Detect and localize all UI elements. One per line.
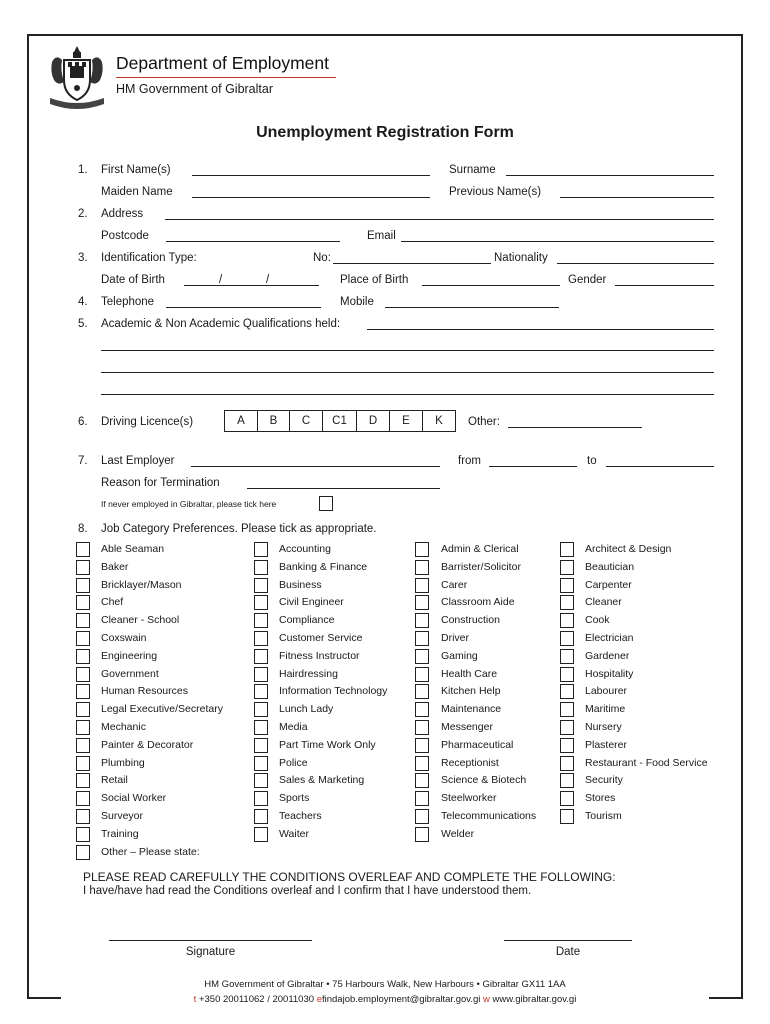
job-checkbox[interactable] (560, 738, 574, 753)
job-category-label: Pharmaceutical (441, 738, 514, 751)
job-category-label: Retail (101, 774, 128, 787)
job-checkbox[interactable] (76, 791, 90, 806)
job-category-label: Coxswain (101, 632, 147, 644)
job-category-label: Kitchen Help (441, 685, 501, 698)
job-checkbox[interactable] (254, 578, 268, 593)
number-1: 1. (78, 164, 88, 176)
job-checkbox[interactable] (254, 773, 268, 788)
driving-licence-label: Driving Licence(s) (101, 416, 194, 428)
maiden-name-label: Maiden Name (101, 186, 173, 198)
job-checkbox[interactable] (254, 542, 268, 557)
government-name: HM Government of Gibraltar (116, 82, 273, 96)
job-category-label: Surveyor (101, 810, 144, 822)
telephone-field[interactable] (166, 307, 321, 308)
previous-names-field[interactable] (560, 197, 714, 198)
job-checkbox[interactable] (560, 702, 574, 717)
job-category-label: Health Care (441, 667, 498, 680)
job-checkbox[interactable] (254, 809, 268, 824)
qualifications-label: Academic & Non Academic Qualifications held: (101, 318, 341, 330)
job-checkbox[interactable] (415, 791, 429, 806)
last-employer-label: Last Employer (101, 455, 175, 467)
job-category-label: Legal Executive/Secretary (101, 703, 223, 716)
job-category-label: Admin & Clerical (441, 543, 519, 555)
job-category-label: Bricklayer/Mason (101, 578, 182, 591)
job-category-label: Human Resources (101, 685, 188, 698)
postcode-field[interactable] (166, 241, 340, 242)
dob-field[interactable] (184, 285, 319, 286)
job-checkbox[interactable] (560, 649, 574, 664)
job-checkbox[interactable] (76, 756, 90, 771)
job-category-label: Information Technology (279, 685, 388, 698)
job-checkbox[interactable] (415, 667, 429, 682)
job-checkbox[interactable] (415, 738, 429, 753)
place-of-birth-field[interactable] (422, 285, 560, 286)
email-field[interactable] (401, 241, 714, 242)
first-name-label: First Name(s) (101, 164, 171, 176)
footer-web-label: w (483, 994, 490, 1005)
gender-label: Gender (568, 274, 607, 286)
mobile-field[interactable] (385, 307, 559, 308)
footer-phone-label: t (193, 994, 197, 1005)
job-category-label: Other – Please state: (101, 845, 200, 858)
page-frame-left (27, 34, 29, 998)
page-frame-right (741, 34, 743, 998)
job-category-label: Banking & Finance (279, 560, 368, 573)
job-category-label: Customer Service (279, 632, 363, 644)
job-category-label: Training (101, 827, 139, 840)
job-category-label: Classroom Aide (441, 596, 515, 609)
postcode-label: Postcode (101, 230, 149, 242)
reason-termination-field[interactable] (247, 488, 440, 489)
job-category-label: Sports (279, 792, 310, 805)
footer-phone: +350 20011062 / 20011030 (198, 994, 315, 1005)
job-category-label: Maritime (585, 703, 626, 716)
job-category-label: Mechanic (101, 721, 146, 733)
job-category-label: Civil Engineer (279, 596, 344, 609)
job-category-label: Restaurant - Food Service (585, 756, 708, 769)
job-checkbox[interactable] (415, 827, 429, 842)
job-checkbox[interactable] (76, 684, 90, 699)
job-checkbox[interactable] (76, 631, 90, 646)
job-category-label: Cleaner (585, 596, 622, 609)
job-checkbox[interactable] (76, 613, 90, 628)
job-category-label: Stores (585, 792, 616, 805)
address-label: Address (101, 208, 144, 220)
other-licence-field[interactable] (508, 427, 642, 428)
job-category-label: Science & Biotech (441, 774, 527, 787)
job-category-label: Tourism (585, 810, 622, 822)
job-category-label: Waiter (279, 827, 309, 840)
job-checkbox[interactable] (254, 560, 268, 575)
job-checkbox[interactable] (76, 667, 90, 682)
job-checkbox[interactable] (76, 738, 90, 753)
id-number-field[interactable] (333, 263, 491, 264)
nationality-label: Nationality (494, 252, 548, 264)
qualifications-field-1[interactable] (367, 329, 714, 330)
from-field[interactable] (489, 466, 577, 467)
job-category-label: Hospitality (585, 667, 634, 680)
job-checkbox[interactable] (560, 578, 574, 593)
dob-slash-1: / (219, 274, 223, 286)
footer-contact (0, 994, 770, 1005)
number-5: 5. (78, 318, 88, 330)
job-checkbox[interactable] (560, 560, 574, 575)
job-category-label: Electrician (585, 632, 634, 644)
job-category-label: Government (101, 667, 159, 680)
coat-of-arms-icon (46, 40, 108, 112)
job-checkbox[interactable] (254, 738, 268, 753)
number-8: 8. (78, 523, 88, 535)
licence-e[interactable]: E (389, 410, 423, 432)
job-category-label: Teachers (279, 810, 322, 822)
job-checkbox[interactable] (254, 720, 268, 735)
job-category-label: Plumbing (101, 756, 145, 769)
footer-email[interactable]: findajob.employment@gibraltar.gov.gi (321, 994, 481, 1005)
job-category-label: Nursery (585, 721, 622, 733)
to-field[interactable] (606, 466, 714, 467)
dob-label: Date of Birth (101, 274, 165, 286)
never-employed-label: If never employed in Gibraltar, please tick here (101, 499, 277, 509)
job-checkbox[interactable] (560, 667, 574, 682)
page-frame-top (27, 34, 743, 36)
never-employed-checkbox[interactable] (319, 496, 333, 511)
nationality-field[interactable] (557, 263, 714, 264)
licence-d[interactable]: D (356, 410, 390, 432)
number-4: 4. (78, 296, 88, 308)
job-category-label: Part Time Work Only (279, 738, 376, 751)
job-category-label: Receptionist (441, 756, 499, 769)
job-checkbox[interactable] (254, 649, 268, 664)
job-category-label: Messenger (441, 721, 493, 733)
job-category-label: Security (585, 774, 623, 787)
job-category-label: Steelworker (441, 792, 497, 805)
job-category-label: Beautician (585, 560, 635, 573)
job-category-label: Construction (441, 614, 500, 627)
job-checkbox[interactable] (254, 631, 268, 646)
job-checkbox[interactable] (415, 720, 429, 735)
job-category-label: Media (279, 721, 308, 733)
job-checkbox[interactable] (76, 649, 90, 664)
job-category-label: Welder (441, 827, 475, 840)
number-2: 2. (78, 208, 88, 220)
telephone-label: Telephone (101, 296, 155, 308)
job-checkbox[interactable] (415, 773, 429, 788)
job-category-label: Police (279, 756, 308, 769)
date-field[interactable] (504, 940, 632, 941)
job-category-label: Fitness Instructor (279, 649, 360, 662)
last-employer-field[interactable] (191, 466, 440, 467)
job-checkbox[interactable] (76, 809, 90, 824)
job-checkbox[interactable] (415, 702, 429, 717)
email-label: Email (367, 230, 396, 242)
job-category-label: Carer (441, 578, 468, 591)
from-label: from (458, 455, 481, 467)
job-checkbox[interactable] (415, 649, 429, 664)
job-category-label: Cleaner - School (101, 614, 180, 627)
reason-termination-label: Reason for Termination (101, 477, 220, 489)
job-category-label: Able Seaman (101, 543, 165, 555)
job-category-label: Cook (585, 614, 610, 627)
job-checkbox[interactable] (76, 595, 90, 610)
licence-a[interactable]: A (224, 410, 258, 432)
job-checkbox[interactable] (415, 613, 429, 628)
job-category-label: Accounting (279, 543, 331, 555)
footer-address: HM Government of Gibraltar • 75 Harbours Walk, New Harbours • Gibraltar GX11 1AA (204, 979, 566, 990)
job-checkbox[interactable] (76, 720, 90, 735)
job-category-label: Chef (101, 596, 124, 609)
title-underline (116, 77, 336, 78)
job-checkbox[interactable] (76, 560, 90, 575)
job-checkbox[interactable] (254, 595, 268, 610)
job-checkbox[interactable] (560, 595, 574, 610)
job-category-label: Lunch Lady (279, 703, 334, 716)
number-6: 6. (78, 416, 88, 428)
job-category-label: Driver (441, 632, 469, 644)
form-title: Unemployment Registration Form (256, 124, 514, 141)
job-category-label: Carpenter (585, 578, 632, 591)
signature-label: Signature (185, 946, 236, 958)
licence-b[interactable]: B (257, 410, 290, 432)
job-checkbox[interactable] (560, 773, 574, 788)
job-checkbox[interactable] (560, 809, 574, 824)
maiden-name-field[interactable] (192, 197, 430, 198)
job-checkbox[interactable] (560, 720, 574, 735)
footer-email-label: e (316, 994, 322, 1005)
job-checkbox[interactable] (415, 595, 429, 610)
signature-field[interactable] (109, 940, 312, 941)
job-checkbox[interactable] (76, 542, 90, 557)
job-checkbox[interactable] (560, 791, 574, 806)
job-category-label: Plasterer (585, 738, 628, 751)
qualifications-field-3[interactable] (101, 372, 714, 373)
job-checkbox[interactable] (254, 667, 268, 682)
job-category-label: Social Worker (101, 792, 167, 805)
id-number-label: No: (313, 252, 331, 264)
job-checkbox[interactable] (415, 578, 429, 593)
job-checkbox[interactable] (560, 613, 574, 628)
job-category-label: Architect & Design (585, 543, 672, 555)
job-category-label: Labourer (585, 685, 628, 698)
job-category-label: Gardener (585, 649, 630, 662)
job-category-label: Hairdressing (279, 667, 338, 680)
surname-label: Surname (449, 164, 496, 176)
job-checkbox[interactable] (415, 809, 429, 824)
previous-names-label: Previous Name(s) (449, 186, 542, 198)
licence-c1[interactable]: C1 (322, 410, 357, 432)
job-checkbox[interactable] (76, 827, 90, 842)
dob-slash-2: / (266, 274, 270, 286)
job-category-label: Sales & Marketing (279, 774, 365, 787)
department-name: Department of Employment (116, 53, 330, 73)
job-checkbox[interactable] (254, 702, 268, 717)
job-checkbox[interactable] (76, 773, 90, 788)
job-category-label: Barrister/Solicitor (441, 560, 521, 573)
number-3: 3. (78, 252, 88, 264)
job-checkbox[interactable] (254, 791, 268, 806)
job-checkbox[interactable] (254, 756, 268, 771)
licence-k[interactable]: K (422, 410, 456, 432)
job-checkbox[interactable] (254, 827, 268, 842)
job-preferences-label: Job Category Preferences. Please tick as appropriate. (101, 523, 377, 535)
job-checkbox[interactable] (560, 631, 574, 646)
surname-field[interactable] (506, 175, 714, 176)
job-category-label: Engineering (101, 649, 158, 662)
job-checkbox[interactable] (254, 684, 268, 699)
date-label: Date (555, 946, 581, 958)
job-checkbox[interactable] (415, 756, 429, 771)
to-label: to (587, 455, 597, 467)
job-category-label: Painter & Decorator (101, 738, 194, 751)
other-licence-label: Other: (468, 416, 500, 428)
job-checkbox[interactable] (560, 684, 574, 699)
declaration-heading: PLEASE READ CAREFULLY THE CONDITIONS OVERLEAF AND COMPLETE THE FOLLOWING: (83, 870, 616, 884)
job-checkbox[interactable] (560, 756, 574, 771)
job-checkbox[interactable] (415, 560, 429, 575)
address-field[interactable] (165, 219, 714, 220)
job-checkbox[interactable] (76, 845, 90, 860)
number-7: 7. (78, 455, 88, 467)
job-category-label: Baker (101, 560, 129, 573)
job-checkbox[interactable] (415, 631, 429, 646)
place-of-birth-label: Place of Birth (340, 274, 409, 286)
job-checkbox[interactable] (415, 684, 429, 699)
qualifications-field-4[interactable] (101, 394, 714, 395)
qualifications-field-2[interactable] (101, 350, 714, 351)
id-type-label: Identification Type: (101, 252, 197, 264)
job-checkbox[interactable] (76, 702, 90, 717)
job-category-label: Maintenance (441, 703, 502, 716)
declaration-statement: I have/have had read the Conditions overleaf and I confirm that I have understood them. (83, 885, 532, 897)
job-checkbox[interactable] (560, 542, 574, 557)
footer-web[interactable]: www.gibraltar.gov.gi (492, 994, 577, 1005)
job-checkbox[interactable] (415, 542, 429, 557)
job-checkbox[interactable] (76, 578, 90, 593)
mobile-label: Mobile (340, 296, 374, 308)
job-category-label: Compliance (279, 614, 335, 627)
job-category-label: Gaming (441, 649, 478, 662)
licence-c[interactable]: C (289, 410, 323, 432)
job-category-label: Business (279, 578, 322, 591)
gender-field[interactable] (615, 285, 714, 286)
job-checkbox[interactable] (254, 613, 268, 628)
first-name-field[interactable] (192, 175, 430, 176)
job-category-label: Telecommunications (441, 810, 537, 822)
